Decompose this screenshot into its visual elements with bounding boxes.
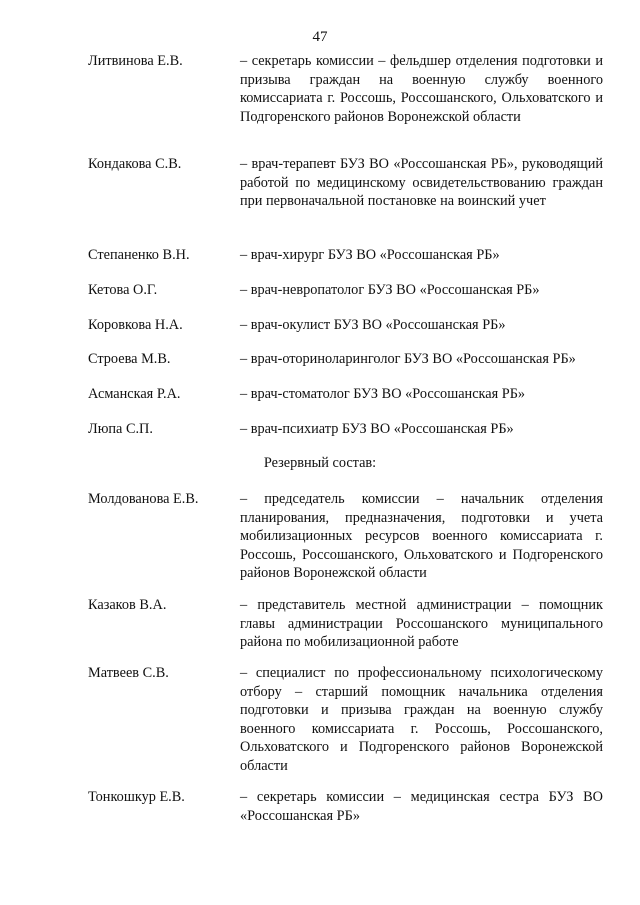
member-role: – врач-терапевт БУЗ ВО «Россошанская РБ», руководящий работой по медицинскому освидетельствованию граждан при первоначальной постановке на воинский учет (240, 156, 603, 209)
reserve-member-entry (88, 596, 603, 652)
member-role: – врач-окулист БУЗ ВО «Россошанская РБ» (240, 317, 506, 333)
member-role: – председатель комиссии – начальник отделения планирования, предназначения, подготовки и учета мобилизационных ресурсов военного комиссариата г. Россошь, Россошанского, Ольховатского и Подгоренского районов Воронежской области (240, 491, 603, 581)
member-name: Коровкова Н.А. (88, 317, 183, 333)
member-entry (88, 316, 603, 335)
member-role: – специалист по профессиональному психологическому отбору – старший помощник начальника отделения подготовки и призыва граждан на военную службу военного комиссариата г. Россошь, Россошанского, Ольховатского и Подгоренского районов Воронежской области (240, 665, 603, 774)
member-name: Люпа С.П. (88, 421, 153, 437)
member-entry (88, 385, 603, 404)
member-name: Степаненко В.Н. (88, 247, 190, 263)
member-name: Литвинова Е.В. (88, 53, 183, 69)
member-role: – врач-психиатр БУЗ ВО «Россошанская РБ» (240, 421, 514, 437)
member-role: – представитель местной администрации – помощник главы администрации Россошанского муниципального района по мобилизационной работе (240, 597, 603, 650)
member-name: Казаков В.А. (88, 597, 167, 613)
member-name: Асманская Р.А. (88, 386, 181, 402)
member-entry (88, 52, 603, 126)
member-role: – секретарь комиссии – медицинская сестра БУЗ ВО «Россошанская РБ» (240, 789, 603, 824)
member-entry (88, 246, 603, 265)
page-number: 47 (312, 29, 328, 45)
member-role: – секретарь комиссии – фельдшер отделения подготовки и призыва граждан на военную службу военного комиссариата г. Россошь, Россошанского, Ольховатского и Подгоренского районов Воронежской области (240, 53, 603, 125)
member-entry (88, 420, 603, 439)
member-entry (88, 350, 603, 369)
member-entry (88, 281, 603, 300)
member-name: Тонкошкур Е.В. (88, 789, 185, 805)
member-entry (88, 155, 603, 211)
member-role: – врач-невропатолог БУЗ ВО «Россошанская РБ» (240, 282, 540, 298)
member-name: Кетова О.Г. (88, 282, 158, 298)
member-role: – врач-стоматолог БУЗ ВО «Россошанская РБ» (240, 386, 526, 402)
member-name: Матвеев С.В. (88, 665, 169, 681)
reserve-section-heading: Резервный состав: (263, 455, 377, 471)
member-role: – врач-оториноларинголог БУЗ ВО «Россошанская РБ» (240, 351, 576, 367)
member-name: Кондакова С.В. (88, 156, 182, 172)
reserve-member-entry (88, 788, 603, 825)
member-name: Молдованова Е.В. (88, 491, 199, 507)
reserve-member-entry (88, 490, 603, 583)
member-role: – врач-хирург БУЗ ВО «Россошанская РБ» (240, 247, 500, 263)
member-name: Строева М.В. (88, 351, 171, 367)
reserve-member-entry (88, 664, 603, 775)
